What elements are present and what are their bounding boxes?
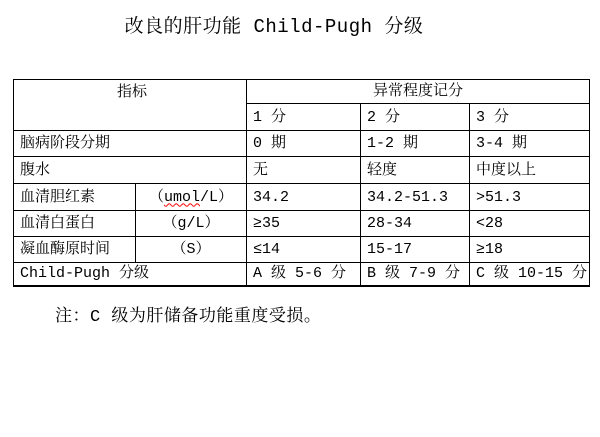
table-row-ascites xyxy=(14,157,590,184)
score-1-cell: 无 xyxy=(247,157,361,184)
score-3-cell: C 级 10-15 分 xyxy=(470,263,590,286)
row-label-cell: 血清白蛋白 xyxy=(14,211,136,237)
page-title: 改良的肝功能 Child-Pugh 分级 xyxy=(124,16,424,38)
child-pugh-table xyxy=(13,79,590,287)
score-1-cell: A 级 5-6 分 xyxy=(247,263,361,286)
table-row-prothrombin-time xyxy=(14,237,590,263)
row-label-cell: 脑病阶段分期 xyxy=(14,131,247,157)
row-unit-cell xyxy=(136,184,247,211)
score-1-cell: ≤14 xyxy=(247,237,361,263)
table-row-grade xyxy=(14,263,590,286)
row-label-cell: 腹水 xyxy=(14,157,247,184)
score-1-cell: 34.2 xyxy=(247,184,361,211)
score-2-cell: 轻度 xyxy=(361,157,470,184)
score-2-header-cell: 2 分 xyxy=(361,104,470,131)
unit-prefix: （ xyxy=(148,188,164,206)
table-row-bilirubin xyxy=(14,184,590,211)
score-3-header-cell: 3 分 xyxy=(470,104,590,131)
score-group-header-cell: 异常程度记分 xyxy=(247,80,590,104)
score-3-cell: ≥18 xyxy=(470,237,590,263)
table-header-row-1 xyxy=(14,80,590,104)
score-1-header-cell: 1 分 xyxy=(247,104,361,131)
score-3-cell: >51.3 xyxy=(470,184,590,211)
score-2-cell: 1-2 期 xyxy=(361,131,470,157)
row-unit-cell: （g/L） xyxy=(136,211,247,237)
row-label-cell: 血清胆红素 xyxy=(14,184,136,211)
score-2-cell: 28-34 xyxy=(361,211,470,237)
unit-suffix: /L） xyxy=(200,188,234,206)
score-1-cell: 0 期 xyxy=(247,131,361,157)
score-2-cell: 34.2-51.3 xyxy=(361,184,470,211)
score-2-cell: 15-17 xyxy=(361,237,470,263)
table-row-albumin xyxy=(14,211,590,237)
footnote: 注：C 级为肝储备功能重度受损。 xyxy=(55,308,322,327)
score-3-cell: 3-4 期 xyxy=(470,131,590,157)
indicator-header-cell: 指标 xyxy=(14,80,247,131)
score-2-cell: B 级 7-9 分 xyxy=(361,263,470,286)
unit-word-spellchecked: umol xyxy=(164,188,201,206)
score-3-cell: 中度以上 xyxy=(470,157,590,184)
score-3-cell: <28 xyxy=(470,211,590,237)
table-row-encephalopathy xyxy=(14,131,590,157)
row-unit-cell: （S） xyxy=(136,237,247,263)
row-label-cell: 凝血酶原时间 xyxy=(14,237,136,263)
row-label-cell: Child-Pugh 分级 xyxy=(14,263,247,286)
score-1-cell: ≥35 xyxy=(247,211,361,237)
